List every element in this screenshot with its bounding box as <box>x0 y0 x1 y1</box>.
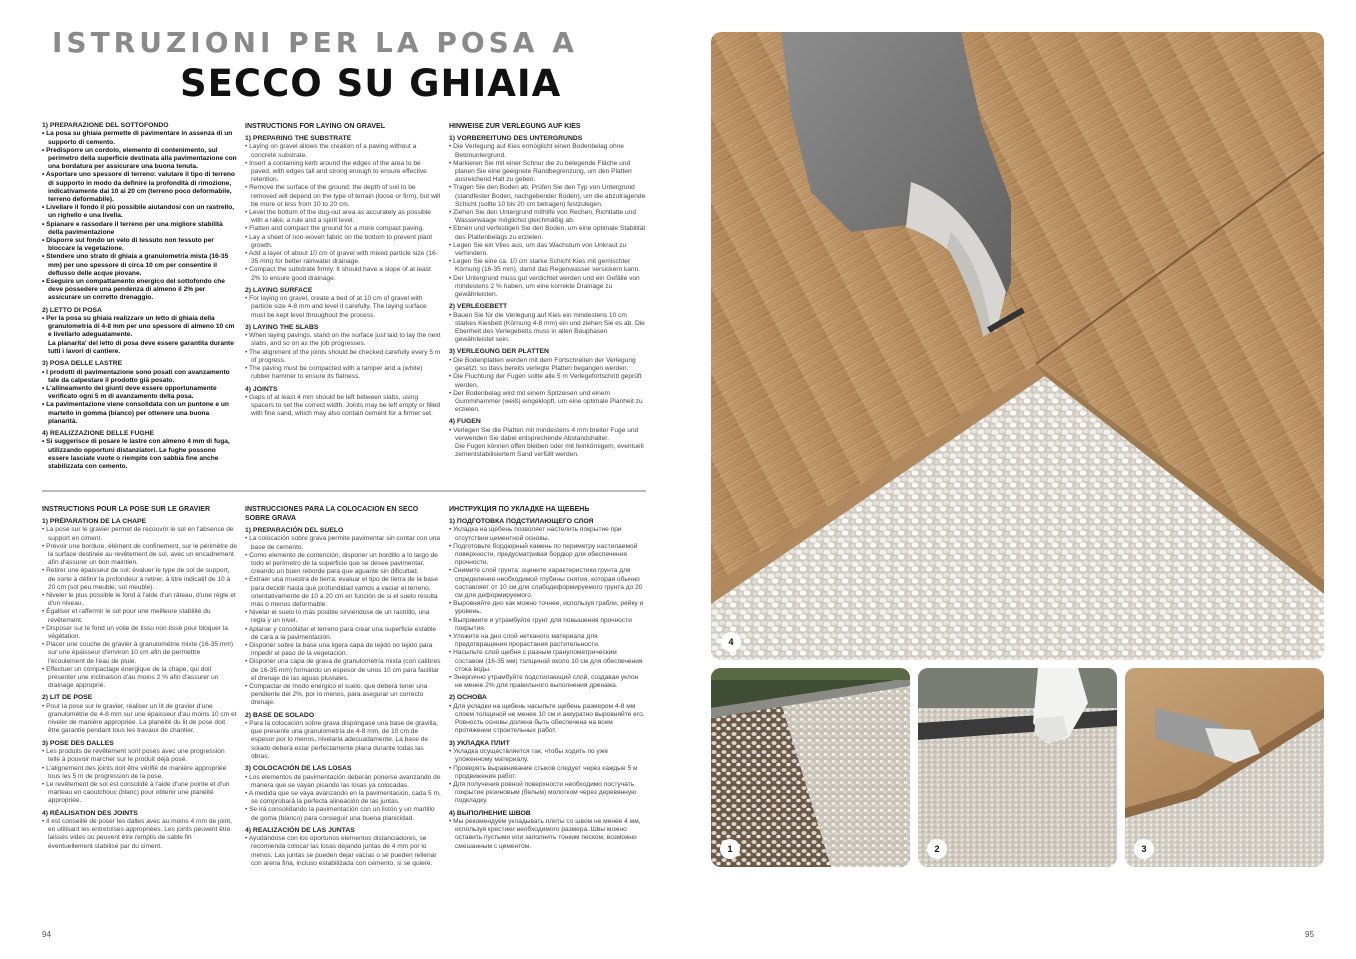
photo-step-3 <box>1125 668 1324 867</box>
paragraph: • The alignment of the joints should be checked carefully every 5 m of progress. <box>245 348 441 364</box>
section-title: INSTRUCCIONES PARA LA COLOCACIÓN EN SECO SOBRE GRAVA <box>245 506 419 522</box>
paragraph: • Level the bottom of the dug-out area as accurately as possible with a rake, a rule and a spirit level. <box>245 209 431 225</box>
paragraph: • Проверять выравнивание стыков следует через каждые 5 м продвижения работ. <box>449 764 638 780</box>
subsection-heading: 3) УКЛАДКА ПЛИТ <box>449 739 510 747</box>
paragraph: • Eseguire un compattamento energico del sottofondo che deve possedere una pendenza di almeno il 2% per assicurare un corretto drenaggio. <box>42 278 225 302</box>
paragraph: • Laying on gravel allows the creation of a paving without a concrete substrate. <box>245 143 417 159</box>
paragraph: • The paving must be compacted with a tamper and a (white) rubber hammer to ensure its flatness. <box>245 365 423 381</box>
paragraph: • For laying on gravel, create a bed of at 10 cm of gravel with particle size 4-8 mm and level it carefully. The laying surface must be kept level throughout the process. <box>245 295 427 319</box>
paragraph: • Livellare il fondo il più possibile aiutandosi con un rastrello, un righello e una livella. <box>42 204 235 220</box>
subsection-heading: 1) PREPARACIÓN DEL SUELO <box>245 527 344 534</box>
photo-label-4: 4 <box>721 632 741 652</box>
photo-label-1: 1 <box>720 839 740 859</box>
paragraph: • Insert a containing kerb around the edges of the area to be paved, with edges tall and strong enough to ensure effective retention. <box>245 159 427 184</box>
section-en <box>245 122 441 486</box>
paragraph: • Ziehen Sie den Untergrund mithilfe von Rechen, Richtlatte und Wasserwaage möglichst gleichmäßig ab. <box>449 209 637 225</box>
paragraph: • Compact the substrate firmly. It should have a slope of at least 2% to ensure good drainage. <box>245 266 431 282</box>
paragraph: • Nivelar el suelo lo más posible sirviéndose de un rastrillo, una regla y un nivel. <box>245 609 430 625</box>
paragraph: • Los elementos de pavimentación deberán ponerse avanzando de manera que se vayan pisando las losas ya colocadas. <box>245 773 441 789</box>
paragraph: • Мы рекомендуем укладывать плиты со швом не менее 4 мм, используя крестики необходимого размера. Швы можно оставить пустыми или заполнить тонким песком, возможно смешанным с цементом. <box>449 817 641 850</box>
subsection-heading: 3) COLOCACIÓN DE LAS LOSAS <box>245 765 352 773</box>
paragraph: • Placer une couche de gravier à granulométrie mixte (16-35 mm) sur une épaisseur d'environ 10 cm afin de permettre l'écoulement de l'eau de pluie. <box>42 641 234 665</box>
paragraph: • When laying pavings, stand on the surface just laid to lay the next slabs, and so on as the job progresses. <box>245 332 441 348</box>
subsection-heading: 3) VERLEGUNG DER PLATTEN <box>449 348 549 356</box>
page-number-left: 94 <box>42 930 51 939</box>
paragraph: • Verlegen Sie die Platten mit mindestens 4 mm breiter Fuge und verwenden Sie dabei entsprechende Abstandshalter. <box>449 426 639 442</box>
paragraph: • Remove the surface of the ground: the depth of soil to be removed will depend on the type of terrain (loose or firm), but will be more or less from 10 to 20 cm. <box>245 184 441 208</box>
paragraph: • Extraer una muestra de tierra: evaluar el tipo de tierra de la base para decidir hasta qué profundidad vamos a vaciar el terreno, orientativamente de 10 a 20 cm en función de si el suelo resulta más o menos deformable. <box>245 576 438 609</box>
section-title: ИНСТРУКЦИЯ ПО УКЛАДКЕ НА ЩЕБЕНЬ <box>449 506 590 513</box>
paragraph: • Gaps of at least 4 mm should be left between slabs, using spacers to set the correct width. Joints may be left empty or filled with fine sand, which may also contain cement for a firmer set. <box>245 393 441 418</box>
paragraph: • Der Bodenbelag wird mit einem Spitzeisen und einem Gummihammer (weiß) eingeklopft, um eine optimale Planheit zu erzielen. <box>449 389 643 414</box>
paragraph: • Si suggerisce di posare le lastre con almeno 4 mm di fuga, utilizzando opportuni distanziatori. Le fughe possono essere lasciate vuote o riempite con sabbia fine anche stabilizzata con cemento. <box>42 438 230 470</box>
paragraph: • Como elemento de contención, disponer un bordillo a lo largo de todo el perímetro de la superficie que se desee pavimentar, creando un buen reborde para que aguante sin dificultad. <box>245 551 438 576</box>
paragraph: • La colocación sobre grava permite pavimentar sin contar con una base de cemento. <box>245 535 441 551</box>
subsection-heading: 2) LIT DE POSE <box>42 694 93 702</box>
paragraph: • Compactar de modo enérgico el suelo, que deberá tener una pendiente del 2%, por lo menos, para asegurar un correcto drenaje. <box>245 683 428 707</box>
paragraph: • Effectuer un compactage énergique de la chape, qui doit présenter une inclinaison d'au moins 2 % afin d'assurer un drainage approprié. <box>42 665 219 690</box>
paragraph: • Bauen Sie für die Verlegung auf Kies ein mindestens 10 cm starkes Kiesbett (Körnung 4-8 mm) ein und ziehen Sie es ab. Die Ebenheit des Verlegebetts muss in allen Bauphasen gewährleistet sein. <box>449 311 645 344</box>
paragraph: • Disporre sul fondo un velo di tessuto non tessuto per bloccare la vegetazione. <box>42 237 214 253</box>
paragraph: • Spianare e rassodare il terreno per una migliore stabilità della pavimentazione <box>42 220 223 236</box>
section-it <box>42 122 238 486</box>
paragraph: • Legen Sie eine ca. 10 cm starke Schicht Kies mit gemischter Körnung (16-35 mm), damit das Regenwasser versickern kann. <box>449 258 641 274</box>
paragraph: • Per la posa su ghiaia realizzare un letto di ghiaia della granulometria di 4-8 mm per uno spessore di almeno 10 cm e livellarlo adeguatamente. <box>42 315 235 339</box>
page-number-right: 95 <box>1305 930 1314 939</box>
photo-main-svg <box>711 32 1324 660</box>
paragraph: • L'alignement des joints doit être vérifié de manière appropriée tous les 5 m de progression de la pose. <box>42 764 227 780</box>
subsection-heading: 4) JOINTS <box>245 385 278 393</box>
photo-step-1 <box>711 668 910 867</box>
paragraph: • Il est conseillé de poser les dalles avec au moins 4 mm de joint, en utilisant les entretoises appropriées. Les joints peuvent être laissés vides ou peuvent être remplis de sable fin éventuellement stabilisé par du ciment. <box>42 817 232 850</box>
paragraph: • Die Fluchtung der Fugen sollte alle 5 m Verlegefortschritt geprüft werden. <box>449 373 642 389</box>
paragraph: • Markieren Sie mit einer Schnur die zu belegende Fläche und planen Sie eine geeignete Randbegrenzung, um den Platten ausreichend Halt zu geben. <box>449 159 632 184</box>
paragraph: • Подготовьте бордюрный камень по периметру настилаемой поверхности, предусматривая бордюр для обеспечения прочности. <box>449 542 638 567</box>
paragraph: • Снимите слой грунта: оцените характеристики грунта для определения необходимой глубины снятия, которая обычно составляет от 10 см для слабодеформируемого грунта до 20 см для деформируемого. <box>449 567 643 600</box>
paragraph: • Flatten and compact the ground for a more compact paving. <box>245 225 424 233</box>
subsection-heading: 1) VORBEREITUNG DES UNTERGRUNDS <box>449 135 583 142</box>
photo-step-3-svg <box>1125 668 1324 867</box>
paragraph: • Выровняйте дно как можно точнее, используя грабли, рейку и уровень. <box>449 600 644 616</box>
subsection-heading: 2) LAYING SURFACE <box>245 286 313 294</box>
paragraph: • Disponer sobre la base una ligera capa de tejido no tejido para impedir el paso de la vegetación. <box>245 642 433 658</box>
subsection-heading: 4) ВЫПОЛНЕНИЕ ШВОВ <box>449 809 531 817</box>
paragraph: • Выпрямите и утрамбуйте грунт для повышения прочности покрытия. <box>449 616 632 632</box>
paragraph: • A medida que se vaya avanzando en la pavimentación, cada 5 m, se comprobará la perfecta alineación de las juntas. <box>245 789 441 806</box>
paragraph: • La pose sur le gravier permet de recouvrir le sol en l'absence de support en ciment. <box>42 526 234 542</box>
section-ru <box>449 505 647 877</box>
paragraph: • Укладка на щебень позволяет настелить покрытие при отсутствии цементной основы. <box>449 526 622 542</box>
title-line-2: SECCO SU GHIAIA <box>180 62 562 105</box>
paragraph: • Насыпьте слой щебня с разным гранулометрическим составом (16-35 мм) толщиной около 10 см для обеспечения стока воды. <box>449 649 643 673</box>
photo-label-2: 2 <box>927 839 947 859</box>
subsection-heading: 1) PREPARAZIONE DEL SOTTOFONDO <box>42 122 169 129</box>
paragraph: • Égaliser et raffermir le sol pour une meilleure stabilité du revêtement. <box>42 608 211 624</box>
subsection-heading: 4) REALIZZAZIONE DELLE FUGHE <box>42 429 155 437</box>
section-title: INSTRUCTIONS POUR LA POSE SUR LE GRAVIER <box>42 506 211 513</box>
section-divider <box>42 490 646 492</box>
section-de <box>449 122 647 486</box>
paragraph: • Aplanar y consolidar el terreno para crear una superficie estable de cara a la pavimentación. <box>245 625 437 641</box>
subsection-heading: 2) VERLEGEBETT <box>449 303 508 311</box>
paragraph: • Se irá consolidando la pavimentación con un listón y un martillo de goma (blanco) para conseguir una buena planicidad. <box>245 806 435 822</box>
paragraph: • I prodotti di pavimentazione sono posati con avanzamento tale da calpestare il prodotto già posato. <box>42 368 230 384</box>
paragraph: • L'allineamento dei giunti deve essere opportunamente verificato ogni 5 m di avanzamento della posa. <box>42 384 217 401</box>
paragraph: • La pavimentazione viene consolidata con un puntone e un martello in gomma (bianco) per ottenere una buona planarità. <box>42 401 229 425</box>
paragraph: • Predisporre un cordolo, elemento di contenimento, sul perimetro della superficie destinata alla pavimentazione con una bordatura per assicurare una buona tenuta. <box>42 146 237 171</box>
paragraph: • Niveler le plus possible le fond à l'aide d'un râteau, d'une règle et d'un niveau. <box>42 592 236 608</box>
paragraph: • Disposer sur le fond un voile de tissu non tissé pour bloquer la végétation. <box>42 624 228 641</box>
subsection-heading: 4) RÉALISATION DES JOINTS <box>42 809 138 817</box>
paragraph: • Legen Sie ein Vlies aus, um das Wachstum von Unkraut zu verhindern. <box>449 241 627 258</box>
paragraph: • Para la colocación sobre grava dispóngase una base de gravilla, que presente una granulometría de 4-8 mm, de 10 cm de espesor por lo menos, nivelarla adecuadamente. La base de solado deberá estar perfectamente plana durante todas las obras. <box>245 720 438 760</box>
paragraph: • Укладка осуществляется так, чтобы ходить по уже уложенному материалу. <box>449 748 608 764</box>
paragraph: • Tragen Sie den Boden ab: Prüfen Sie den Typ von Untergrund (standfester Boden, nachgebender Boden), um die abzutragende Schicht (sollte 10 bis 20 cm betragen) festzulegen. <box>449 184 646 208</box>
paragraph: • Lay a sheet of non-woven fabric on the bottom to prevent plant growth. <box>245 233 433 249</box>
paragraph: • Для укладки на щебень насыпьте щебень размером 4-8 мм слоем толщиной не менее 10 см и аккуратно выровняйте его. Ровность основы должна быть обеспечена на всем протяжении строительных работ. <box>449 702 645 735</box>
photo-step-2-svg <box>918 668 1117 867</box>
photo-step-2 <box>918 668 1117 867</box>
paragraph: • Stendere uno strato di ghiaia a granulometria mista (16-35 mm) per uno spessore di circa 10 cm per consentire il deflusso delle acque piovane. <box>42 253 229 277</box>
paragraph: Die Fugen können offen bleiben oder mit feinkörnigem, eventuell zementstabilisiertem Sand verfüllt werden. <box>455 443 644 459</box>
subsection-heading: 1) PREPARING THE SUBSTRATE <box>245 135 352 142</box>
paragraph: • Энергично утрамбуйте подстилающий слой, создавая уклон не менее 2% для правильного выполнения дренажа. <box>449 674 639 690</box>
paragraph: • Les produits de revêtement sont posés avec une progression telle à pouvoir marcher sur le produit déjà posé. <box>42 748 225 764</box>
section-es <box>245 505 441 877</box>
subsection-heading: 1) PRÉPARATION DE LA CHAPE <box>42 518 147 525</box>
subsection-heading: 2) LETTO DI POSA <box>42 306 102 314</box>
paragraph: La planarita' del letto di posa deve essere garantita durante tutti i lavori di cantiere. <box>48 339 234 355</box>
paragraph: • Le revêtement de sol est consolidé à l'aide d'une pointe et d'un marteau en caoutchouc (blanc) pour obtenir une planéité appropriée. <box>42 780 230 805</box>
photo-label-3: 3 <box>1134 839 1154 859</box>
paragraph: • Prévoir une bordure, élément de confinement, sur le périmètre de la surface destinée au revêtement de sol, avec un encadrement afin d'assurer un bon maintien. <box>42 542 238 567</box>
paragraph: • Add a layer of about 10 cm of gravel with mixed particle size (16-35 mm) for better rainwater drainage. <box>245 250 438 266</box>
subsection-heading: 3) LAYING THE SLABS <box>245 323 319 331</box>
paragraph: • Для получения ровной поверхности необходимо постучать покрытие резиновым (белым) молотком через деревянную подкладку. <box>449 780 637 805</box>
subsection-heading: 3) POSA DELLE LASTRE <box>42 360 123 368</box>
paragraph: • Der Untergrund muss gut verdichtet werden und ein Gefälle von mindestens 2 % haben, um eine korrekte Drainage zu gewährleisten. <box>449 274 640 299</box>
paragraph: • Ebnen und verfestigen Sie den Boden, um eine optimale Stabilität des Plattenbelags zu erzielen. <box>449 225 646 241</box>
paragraph: • Retirer une épaisseur de sol: évaluer le type de sol de support, de sorte à définir la profondeur à retirer, à titre indicatif de 10 à 20 cm (sol peu meuble, sol meuble). <box>42 567 231 591</box>
subsection-heading: 3) POSE DES DALLES <box>42 739 114 747</box>
subsection-heading: 4) FUGEN <box>449 418 481 426</box>
subsection-heading: 1) ПОДГОТОВКА ПОДСТИЛАЮЩЕГО СЛОЯ <box>449 518 594 525</box>
title-line-1: ISTRUZIONI PER LA POSA A <box>52 26 578 59</box>
paragraph: • Die Verlegung auf Kies ermöglicht einen Bodenbelag ohne Betonuntergrund. <box>449 143 624 159</box>
paragraph: • Disponer una capa de grava de granulometría mixta (con calibres de 16-35 mm) formando un espesor de unos 10 cm para facilitar el drenaje de las aguas pluviales. <box>245 658 441 682</box>
paragraph: • Pour la pose sur le gravier, réaliser un lit de gravier d'une granulométrie de 4-8 mm sur une épaisseur d'au moins 10 cm et niveler de manière appropriée. La planéité du lit de pose doit être garantie pendant tous les travaux de chantier. <box>42 702 237 735</box>
paragraph: • Уложите на дно слой нетканого материала для предотвращения прорастания растительности. <box>449 633 600 649</box>
paragraph: • La posa su ghiaia permette di pavimentare in assenza di un supporto di cemento. <box>42 130 233 146</box>
paragraph: • Ayudándose con los oportunos elementos distanciadores, se recomienda colocar las losas dejando juntas de 4 mm por lo menos. Las juntas se pueden dejar vacías o se pueden rellenar con arena fina, incluso estabilizada con cemento, si se quiere. <box>245 835 437 867</box>
subsection-heading: 2) BASE DE SOLADO <box>245 711 315 719</box>
subsection-heading: 4) REALIZACIÓN DE LAS JUNTAS <box>245 826 355 834</box>
paragraph: • Die Bodenplatten werden mit dem Fortschreiten der Verlegung gesetzt, so dass bereits verlegte Platten begangen werden. <box>449 356 636 373</box>
section-title: HINWEISE ZUR VERLEGUNG AUF KIES <box>449 123 581 130</box>
photo-step-1-svg <box>711 668 910 867</box>
photo-main-tiles-on-gravel <box>711 32 1324 660</box>
section-title: INSTRUCTIONS FOR LAYING ON GRAVEL <box>245 123 386 130</box>
paragraph: • Asportare uno spessore di terreno: valutare il tipo di terreno di supporto in modo da definire la profondità di rimozione, indicativamente dai 10 ai 20 cm (terreno poco deformabile, terreno deformabile). <box>42 171 235 204</box>
section-fr <box>42 505 238 877</box>
subsection-heading: 2) ОСНОВА <box>449 694 487 702</box>
